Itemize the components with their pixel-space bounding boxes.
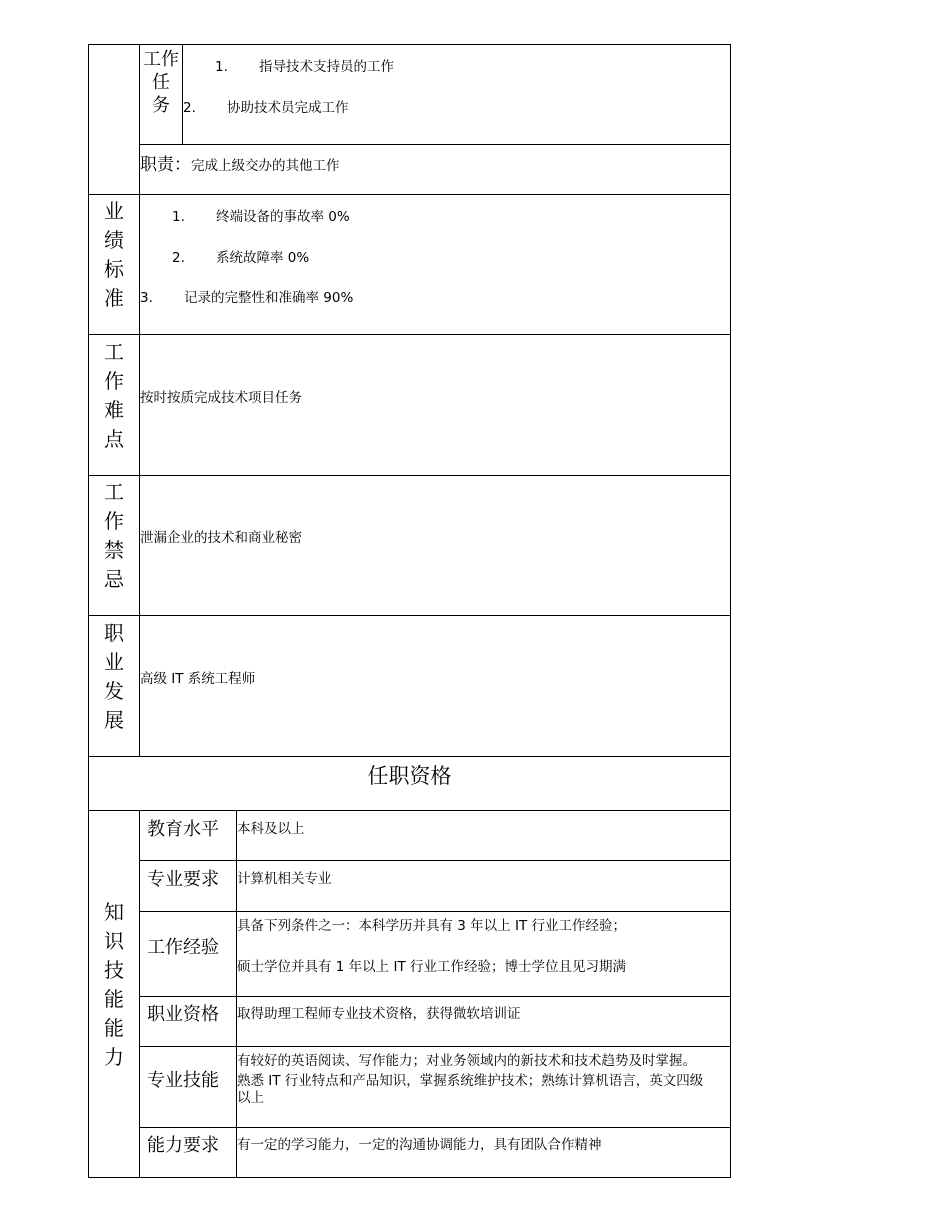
career-text: 高级 IT 系统工程师 [140,671,256,687]
task-label [139,48,183,117]
prohibition-label [88,478,140,594]
career-label-char: 发 [104,679,124,703]
career-label-char: 展 [104,708,124,732]
task-item-num: 2. [183,100,196,116]
sep-tasks [139,144,731,145]
difficulty-label-char: 工 [104,340,124,364]
sep-heading [88,810,731,811]
difficulty-label [88,338,140,454]
career-label-char: 职 [104,621,124,645]
sep-duty [88,194,731,195]
performance-item [140,286,353,306]
sep-q3 [139,996,731,997]
qual-row-label: 专业技能 [147,1070,219,1091]
performance-label-char: 业 [104,199,124,223]
qual-row-label: 工作经验 [147,937,219,958]
qualification-label-char: 能 [104,1016,124,1040]
performance-label-char: 绩 [104,228,124,252]
task-item [215,55,394,75]
qual-row-text: 取得助理工程师专业技术资格，获得微软培训证 [237,1006,521,1022]
prohibition-label-char: 作 [104,509,124,533]
career-label [88,619,140,735]
qual-row-text: 本科及以上 [237,821,305,837]
task-item [183,96,349,116]
qualification-label-char: 技 [104,958,124,982]
qual-row-label: 专业要求 [147,869,219,890]
prohibition-label-char: 工 [104,480,124,504]
qual-row-text: 硕士学位并具有 1 年以上 IT 行业工作经验；博士学位且见习期满 [237,959,626,975]
qual-row-label: 职业资格 [147,1004,219,1025]
sep-q5 [139,1127,731,1128]
task-label-char: 任 [152,72,170,93]
qualification-label [88,898,140,1072]
qual-row-text: 熟悉 IT 行业特点和产品知识，掌握系统维护技术；熟练计算机语言，英文四级 [237,1073,704,1089]
task-item-text: 指导技术支持员的工作 [259,59,394,75]
difficulty-label-char: 难 [104,398,124,422]
prohibition-label-char: 忌 [104,567,124,591]
qualification-label-char: 识 [104,929,124,953]
sep-prohibition [88,615,731,616]
performance-label [88,197,140,313]
task-item-text: 协助技术员完成工作 [227,100,349,116]
border-bottom [88,1177,731,1178]
duty-line [140,150,340,175]
difficulty-label-char: 点 [104,427,124,451]
task-item-num: 1. [215,59,228,75]
qual-row-text: 以上 [237,1090,264,1106]
difficulty-label-char: 作 [104,369,124,393]
prohibition-text: 泄漏企业的技术和商业秘密 [140,530,302,546]
qualification-heading: 任职资格 [367,764,452,788]
career-label-char: 业 [104,650,124,674]
difficulty-text: 按时按质完成技术项目任务 [140,390,302,406]
task-label-char: 务 [152,95,170,116]
performance-item-text: 终端设备的事故率 0% [216,209,350,225]
sep-performance [88,334,731,335]
border-top [88,44,731,45]
sep-q4 [139,1046,731,1047]
qual-row-text: 具备下列条件之一：本科学历并具有 3 年以上 IT 行业工作经验； [237,918,626,934]
performance-item [172,246,309,266]
performance-item [172,205,350,225]
duty-text: 完成上级交办的其他工作 [191,158,340,174]
performance-item-text: 系统故障率 0% [216,250,310,266]
qual-label-divider [236,810,237,1178]
sep-q2 [139,911,731,912]
performance-item-num: 1. [172,209,185,225]
task-label-char: 工作 [143,49,179,70]
qual-row-text: 计算机相关专业 [237,871,332,887]
qualification-label-char: 知 [104,900,124,924]
performance-item-num: 2. [172,250,185,266]
qualification-label-char: 力 [104,1045,124,1069]
sep-difficulty [88,475,731,476]
performance-item-text: 记录的完整性和准确率 90% [184,290,354,306]
duty-label: 职责： [140,155,191,175]
qual-row-label: 教育水平 [147,819,219,840]
performance-label-char: 标 [104,257,124,281]
sep-q1 [139,860,731,861]
qual-row-text: 有较好的英语阅读、写作能力；对业务领域内的新技术和技术趋势及时掌握。 [237,1053,696,1069]
sep-career [88,756,731,757]
border-right [730,44,731,1178]
qual-row-label: 能力要求 [147,1135,219,1156]
qual-row-text: 有一定的学习能力，一定的沟通协调能力，具有团队合作精神 [237,1137,602,1153]
performance-item-num: 3. [140,290,153,306]
qualification-label-char: 能 [104,987,124,1011]
prohibition-label-char: 禁 [104,538,124,562]
performance-label-char: 准 [104,286,124,310]
